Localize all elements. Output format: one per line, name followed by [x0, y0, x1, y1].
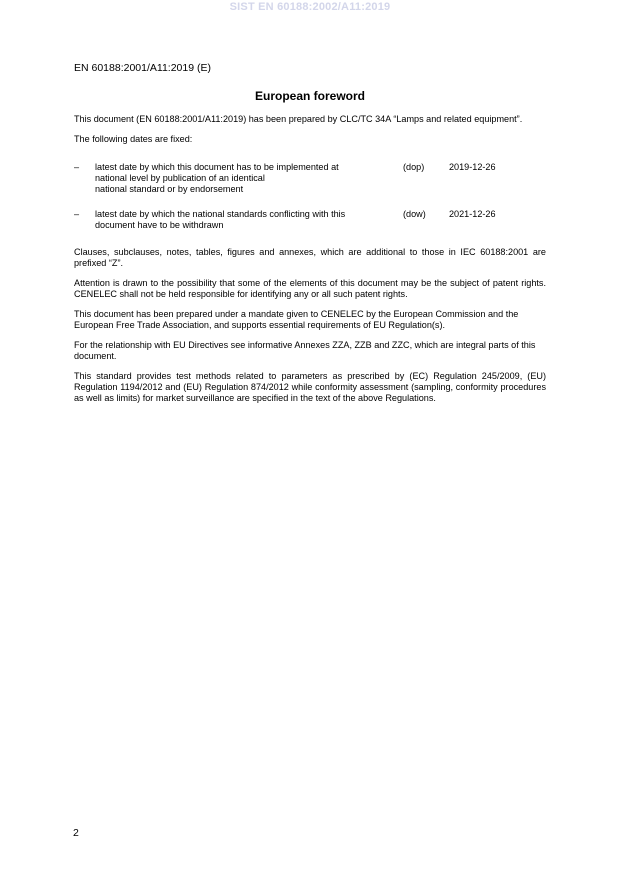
list-bullet: –: [74, 209, 80, 219]
date-value: 2021-12-26: [449, 209, 496, 219]
date-item-line: latest date by which this document has to be implemented at: [95, 162, 339, 172]
attention-paragraph: Attention is drawn to the possibility that some of the elements of this document may be the subject of patent rights. CENELEC shall not be held responsible for identifying any or all such patent rights.: [74, 278, 546, 300]
watermark: SIST EN 60188:2002/A11:2019: [229, 1, 391, 13]
date-abbreviation: (dop): [403, 162, 425, 172]
date-item-dop: [74, 162, 546, 209]
date-item-line: national standard or by endorsement: [95, 184, 244, 195]
page-title: European foreword: [254, 89, 365, 103]
dates-intro: The following dates are fixed:: [74, 133, 193, 144]
foreword-body: [74, 114, 546, 413]
directives-paragraph: For the relationship with EU Directives see informative Annexes ZZA, ZZB and ZZC, which are integral parts of this document.: [74, 340, 536, 362]
date-item-dow: [74, 209, 546, 247]
document-id: EN 60188:2001/A11:2019 (E): [74, 62, 211, 74]
date-item-line: national level by publication of an identical: [95, 173, 265, 184]
mandate-paragraph: This document has been prepared under a mandate given to CENELEC by the European Commission and the European Free Trade Association, and supports essential requirements of EU Regulation(s).: [74, 309, 519, 331]
list-bullet: –: [74, 162, 80, 172]
date-abbreviation: (dow): [403, 209, 426, 219]
date-item-text: [95, 209, 395, 231]
date-item-text: [95, 162, 395, 196]
clauses-paragraph: Clauses, subclauses, notes, tables, figures and annexes, which are additional to those in IEC 60188:2001 are prefixed “Z”.: [74, 247, 546, 269]
date-value: 2019-12-26: [449, 162, 496, 172]
page-number: 2: [73, 827, 79, 839]
standard-paragraph: This standard provides test methods related to parameters as prescribed by (EC) Regulation 245/2009, (EU) Regulation 1194/2012 and (EU) Regulation 874/2012 while conformity assessment (sampling, conformity procedures as well as limits) for market surveillance are specified in the text of the above Regulations.: [74, 371, 546, 404]
date-item-line: document have to be withdrawn: [95, 220, 224, 231]
date-item-line: latest date by which the national standards conflicting with this: [95, 209, 346, 219]
intro-paragraph: This document (EN 60188:2001/A11:2019) has been prepared by CLC/TC 34A “Lamps and related equipment”.: [74, 114, 523, 124]
